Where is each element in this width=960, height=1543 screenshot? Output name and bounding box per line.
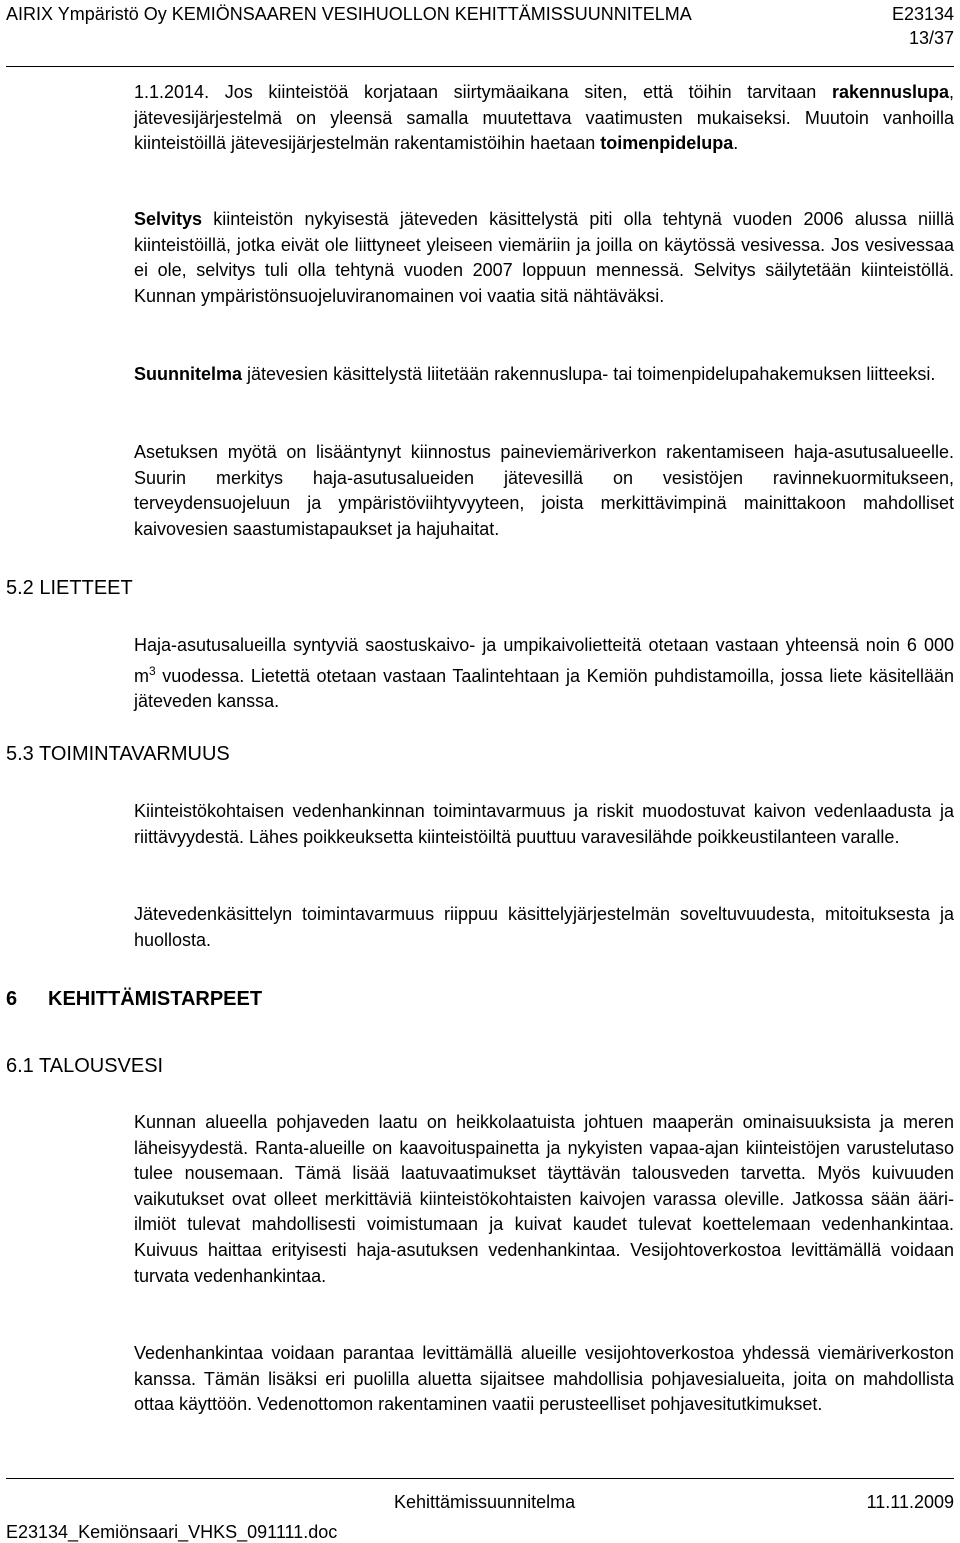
bold-term: toimenpidelupa — [600, 133, 734, 154]
footer-doc-type: Kehittämissuunnitelma — [394, 1492, 576, 1512]
paragraph-jatevedenkasittely: Jätevedenkäsittelyn toimintavarmuus riippuu käsittelyjärjestelmän soveltuvuudesta, mitoituksesta ja huollosta. — [134, 904, 954, 950]
paragraph-vedenhankinta-riskit: Kiinteistökohtaisen vedenhankinnan toimintavarmuus ja riskit muodostuvat kaivon vedenlaadusta ja riittävyydestä. Lähes poikkeuksetta kiinteistöiltä puuttuu varavesilähde poikkeustilanteen varalle. — [134, 801, 954, 847]
bold-term: Selvitys — [134, 209, 203, 229]
text-run: Haja-asutusalueilla syntyviä saostuskaivo- ja umpikaivolietteitä otetaan vastaan yhteensä noin 6 000 m — [134, 635, 954, 686]
page-header — [6, 4, 954, 66]
text-run: , jätevesijärjestelmä on yleensä samalla muutettava vaatimusten mukaiseksi. Muutoin vanhoilla kiinteistöillä jätevesijärjestelmän rakentamistöihin haetaan — [134, 82, 954, 154]
footer-filename: E23134_Kemiönsaari_VHKS_091111.doc — [6, 1522, 338, 1542]
text-run: jätevesien käsittelystä liitetään rakennuslupa- tai toimenpidelupahakemuksen liitteeksi. — [242, 364, 936, 384]
footer-rule — [6, 1478, 954, 1479]
section-heading-5-2: 5.2 LIETTEET — [6, 577, 133, 599]
paragraph-lietteet — [134, 633, 954, 715]
paragraph-rakennuslupa — [134, 80, 954, 157]
section-heading-6-1: 6.1 TALOUSVESI — [6, 1055, 164, 1077]
paragraph-asetus: Asetuksen myötä on lisääntynyt kiinnostus paineviemäriverkon rakentamiseen haja-asutusalueelle. Suurin merkitys haja-asutusalueiden jätevesillä on vesistöjen ravinnekuormitukseen, terveydensuojeluun ja ympäristöviihtyvyyteen, joista merkittävimpinä mainittakoon mahdolliset kaivovesien saastumistapaukset ja hajuhaitat. — [134, 442, 954, 539]
paragraph-selvitys — [134, 207, 954, 309]
chapter-number: 6 — [6, 988, 18, 1010]
bold-term: rakennuslupa — [831, 82, 949, 102]
header-title: AIRIX Ympäristö Oy KEMIÖNSAAREN VESIHUOLLON KEHITTÄMISSUUNNITELMA — [6, 4, 692, 24]
footer-date: 11.11.2009 — [866, 1492, 954, 1512]
text-run: vuodessa. Lietettä otetaan vastaan Taalintehtaan ja Kemiön puhdistamoilla, jossa liete käsitellään jäteveden kanssa. — [134, 665, 954, 712]
paragraph-pohjavesi: Kunnan alueella pohjaveden laatu on heikkolaatuista johtuen maaperän ominaisuuksista ja meren läheisyydestä. Ranta-alueille on kaavoituspainetta ja nykyisten vapaa-ajan kiinteistöjen varustelutaso tulee nousemaan. Tämä lisää laatuvaatimukset täyttävän talousveden tarvetta. Myös kuivuuden vaikutukset ovat olleet merkittäviä kiinteistökohtaisten kaivojen varassa oleville. Jatkossa sään ääri-ilmiöt tulevat mahdollisesti voimistumaan ja kuivat kaudet tulevat koettelemaan vedenhankintaa. Kuivuus haittaa erityisesti haja-asutuksen vedenhankintaa. Vesijohtoverkostoa levittämällä voidaan turvata vedenhankintaa. — [134, 1112, 954, 1286]
paragraph-vesijohtoverkosto: Vedenhankintaa voidaan parantaa levittämällä alueille vesijohtoverkostoa yhdessä viemäriverkoston kanssa. Tämän lisäksi eri puolilla aluetta sijaitsee mahdollisia pohjavesialueita, joita on mahdollista ottaa käyttöön. Vedenottomon rakentaminen vaatii perusteelliset pohjavesitutkimukset. — [134, 1343, 954, 1415]
section-heading-5-3: 5.3 TOIMINTAVARMUUS — [6, 743, 230, 765]
chapter-title: KEHITTÄMISTARPEET — [48, 988, 263, 1010]
header-code: E23134 — [891, 4, 954, 24]
text-run: kiinteistön nykyisestä jäteveden käsittelystä piti olla tehtynä vuoden 2006 alussa niillä kiinteistöillä, jotka eivät ole liittyneet yleiseen viemäriin ja joilla on käytössä vesivessa. Jos vesivessaa ei ole, selvitys tuli olla tehtynä vuoden 2007 loppuun mennessä. Selvitys säilytetään kiinteistöllä. Kunnan ympäristönsuojeluviranomainen voi vaatia sitä nähtäväksi. — [134, 209, 954, 306]
text-run: . — [733, 133, 739, 154]
text-run: 1.1.2014. Jos kiinteistöä korjataan siirtymäaikana siten, että töihin tarvitaan — [134, 82, 832, 102]
superscript: 3 — [149, 663, 156, 678]
chapter-heading-6 — [6, 986, 262, 1012]
bold-term: Suunnitelma — [134, 364, 243, 384]
page-number: 13/37 — [908, 28, 954, 48]
paragraph-suunnitelma — [134, 362, 954, 388]
header-rule — [6, 66, 954, 67]
